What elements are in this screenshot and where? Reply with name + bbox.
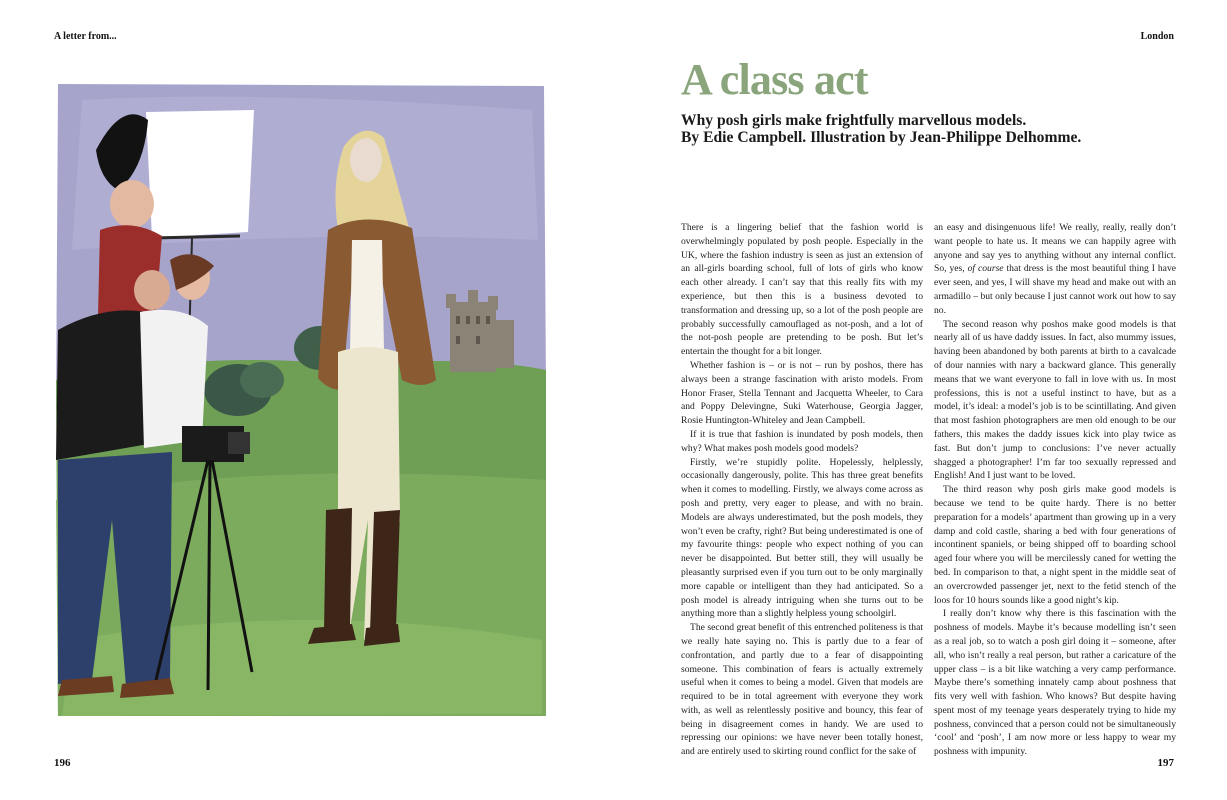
- paragraph: The second great benefit of this entrenched politeness is that we really hate saying no. This is partly due to a fear of confrontation, and partly due to a fear of disappointing someone. This combination of fears is actually extremely useful when it comes to being a model. Given that models are required to be in total agreement with everyone they work with, as well as relentlessly positive and bouncy, this fear of being in disagreement comes in handy. We are used to repressing our opinions: we have never been totally honest, and are entirely used to skirting round conflict for the sake of: [681, 622, 923, 758]
- page-number-right: 197: [1157, 757, 1174, 769]
- paragraph: [934, 221, 1176, 318]
- paragraph: The second reason why poshos make good models is that nearly all of us have daddy issues. In fact, also mummy issues, having been abandoned by both parents at birth to a cavalcade of dour nannies with nary a backward glance. This generally means that we want everyone to fall in love with us. In most professions, this is not a useful instinct to have, but as a model, it’s ideal: a model’s job is to be scintillating. And given that most fashion photographers are men old enough to be our fathers, this makes the daddy issues kick into play twice as fast. But don’t jump to conclusions: I’ve never actually shagged a photographer! I’m far too sexually repressed and English! And I just want to be loved.: [934, 318, 1176, 482]
- running-head-right: London: [1140, 31, 1174, 42]
- right-page: [614, 0, 1227, 800]
- page-number-left: 196: [54, 757, 71, 769]
- paragraph: The third reason why posh girls make good models is because we tend to be quite hardy. There is no better preparation for a models’ apartment than growing up in a very damp and cold castle, sharing a bed with four generations of incontinent spaniels, or being shipped off to boarding school aged four where you will be mercilessly caned for wetting the bed. In comparison to that, a night spent in the middle seat of an overcrowded passenger jet, next to the fetid stench of the loos for 10 hours sounds like a good night’s kip.: [934, 484, 1176, 606]
- watercolor-illustration: [52, 80, 549, 720]
- body-column-2: [934, 221, 1176, 759]
- paragraph: There is a lingering belief that the fashion world is overwhelmingly populated by posh people. Especially in the UK, where the fashion industry is seen as just an extension of an all-girls boarding school, full of lots of girls who know each other already. I can’t say that this really fits with my experience, but then this is a business devoted to transformation and dressing up, so a lot of the posh people are probably successfully camouflaged as not-posh, and a lot of the not-posh people are pretending to be posh. But let’s entertain the thought for a bit longer.: [681, 222, 923, 358]
- text-run: that dress is the most beautiful thing I have ever seen, and yes, I will shave my head and make out with an armadillo – but only because I just cannot work out how to say no.: [934, 263, 1176, 316]
- paragraph: If it is true that fashion is inundated by posh models, then why? What makes posh models good models?: [681, 428, 923, 454]
- paragraph: I really don’t know why there is this fascination with the poshness of models. Maybe it’s because modelling isn’t seen as a real job, so to watch a posh girl doing it – someone, after all, who isn’t really a real person, but rather a caricature of the upper class – is a bit like watching a very camp performance. Maybe there’s something innately camp about poshness that fits very well with fashion. Who knows? But despite having spent most of my teenage years desperately trying to hide my poshness, convinced that a person could not be simultaneously ‘cool’ and ‘posh’, I am now more or less happy to wear my poshness with impunity.: [934, 608, 1176, 758]
- italic-text: of course: [967, 263, 1004, 275]
- body-column-1: [681, 221, 923, 759]
- paragraph: Firstly, we’re stupidly polite. Hopelessly, helplessly, occasionally dangerously, polite. This has three great benefits when it comes to modelling. Firstly, we always come across as posh and pretty, very eager to please, and with no brain. Models are always underestimated, but the posh models, they won’t even be crafty, right? But being underestimated is one of my favourite things: people who expect nothing of you can never be disappointed. But better still, they will usually be pleasantly surprised even if you turn out to be only marginally more capable or intelligent than they had anticipated. So a posh model is already intriguing when she turns out to be anything more than a slightly helpless young schoolgirl.: [681, 456, 923, 620]
- byline: By Edie Campbell. Illustration by Jean-Philippe Delhomme.: [681, 129, 1082, 146]
- article-headline: A class act: [681, 55, 868, 104]
- text-run: an easy and disingenuous life! We really, really, really don’t want people to hate us. It means we can happily agree with anyone and say yes to anything without any internal conflict. So, yes,: [934, 222, 1176, 275]
- running-head-left: A letter from...: [54, 31, 117, 42]
- article-standfirst: [681, 112, 1151, 146]
- illustration-artwork: [52, 80, 549, 720]
- paragraph: Whether fashion is – or is not – run by poshos, there has always been a strange fascination with aristo models. From Honor Fraser, Stella Tennant and Jacquetta Wheeler, to Cara and Poppy Delevingne, Suki Waterhouse, Georgia Jagger, Rosie Huntington-Whiteley and Jean Campbell.: [681, 359, 923, 427]
- standfirst-line: Why posh girls make frightfully marvellous models.: [681, 112, 1027, 129]
